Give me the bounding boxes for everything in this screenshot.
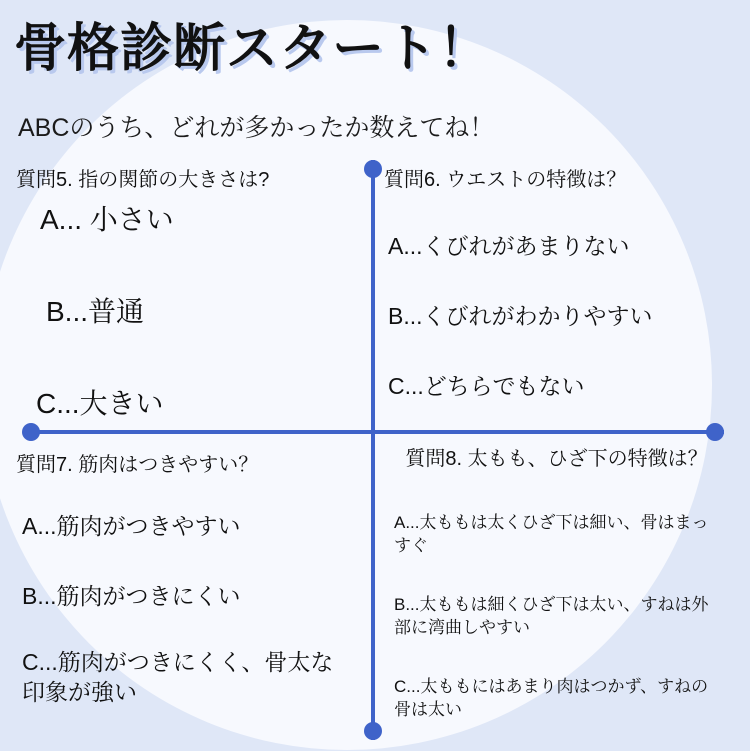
question-6-option-a: A...くびれがあまりない xyxy=(388,233,630,259)
question-5-option-b: B...普通 xyxy=(46,296,145,327)
question-5-option-c: C...大きい xyxy=(36,388,164,419)
page-subtitle: ABCのうち、どれが多かったか数えてね！ xyxy=(18,114,495,142)
question-5-option-a: A... 小さい xyxy=(40,204,174,235)
vertical-divider xyxy=(371,160,375,740)
question-8-option-c: C...太ももにはあまり肉はつかず、すねの骨は太い xyxy=(394,677,709,719)
divider-dot-right xyxy=(706,423,724,441)
question-6-heading: 質問6. ウエストの特徴は？ xyxy=(384,169,627,191)
divider-dot-bottom xyxy=(364,722,382,740)
question-7-option-a: A...筋肉がつきやすい xyxy=(22,513,241,539)
question-8-option-b: B...太ももは細くひざ下は太い、すねは外部に湾曲しやすい xyxy=(394,595,709,637)
question-6-option-b: B...くびれがわかりやすい xyxy=(388,303,653,329)
divider-dot-top xyxy=(364,160,382,178)
horizontal-divider xyxy=(24,430,724,434)
divider-dot-left xyxy=(22,423,40,441)
question-7-heading: 質問7. 筋肉はつきやすい？ xyxy=(16,454,259,476)
question-7-option-b: B...筋肉がつきにくい xyxy=(22,583,241,609)
question-6-option-c: C...どちらでもない xyxy=(388,373,585,399)
page-title: 骨格診断スタート！ xyxy=(14,20,492,78)
question-5-heading: 質問5. 指の関節の大きさは? xyxy=(16,169,270,191)
question-8-option-a: A...太ももは太くひざ下は細い、骨はまっすぐ xyxy=(394,513,709,555)
question-8-heading: 質問8. 太もも、ひざ下の特徴は？ xyxy=(405,448,708,470)
question-7-option-c: C...筋肉がつきにくく、骨太な印象が強い xyxy=(22,649,334,705)
